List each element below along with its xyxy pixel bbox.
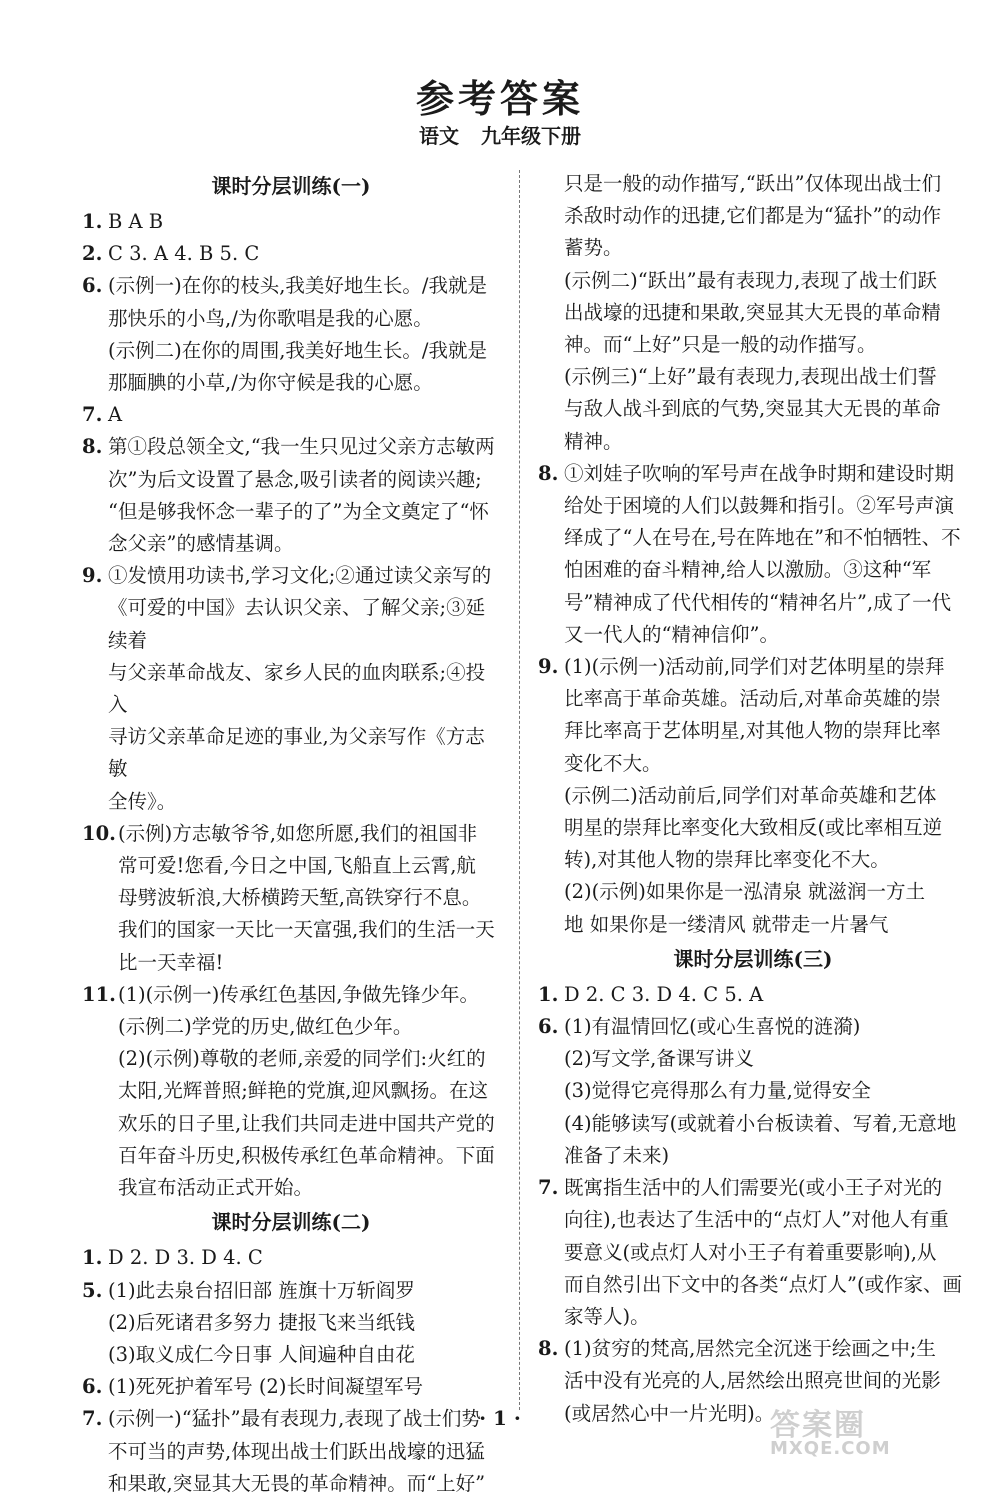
page-title: 参考答案 bbox=[415, 76, 584, 121]
left-column bbox=[82, 168, 500, 1500]
answer-item: 11. (1)(示例一)传承红色基因,争做先锋少年。 (示例二)学党的历史,做红色少年。 (2)(示例)尊敬的老师,亲爱的同学们:火红的 太阳,光辉普照;鲜艳的党旗,迎风飘扬。在这 欢乐的日子里,让我们共同走进中国共产党的 百年奋斗历史,积极传承红色革命精神。下面 我宣布活动正式开始。 bbox=[82, 982, 495, 1200]
answer-item: 6. (1)有温情回忆(或心生喜悦的涟漪) (2)写文学,备课写讲义 (3)觉得它亮得那么有力量,觉得安全 (4)能够读写(或就着小台板读着、写着,无意地 准备了未来) bbox=[538, 1015, 957, 1167]
answer-item: 1. B A B bbox=[82, 210, 164, 233]
column-divider bbox=[519, 170, 520, 1410]
answer-item: 6. (示例一)在你的枝头,我美好地生长。/我就是 那快乐的小鸟,/为你歌唱是我的心愿。 (示例二)在你的周围,我美好地生长。/我就是 那腼腆的小草,/为你守候是我的心愿。 bbox=[82, 274, 487, 395]
answer-item: 1. D 2. C 3. D 4. C 5. A bbox=[538, 982, 764, 1006]
answer-item: 10. (示例)方志敏爷爷,如您所愿,我们的祖国非 常可爱!您看,今日之中国,飞船直上云霄,航 母劈波斩浪,大桥横跨天堑,高铁穿行不息。 我们的国家一天比一天富强,我们的生活一天 比一天幸福! bbox=[82, 821, 495, 974]
answer-item: 7. (示例一)“猛扑”最有表现力,表现了战士们势 不可当的声势,体现出战士们跃出战壕的迅猛 和果敢,突显其大无畏的革命精神。而“上好” bbox=[82, 1407, 486, 1495]
answer-item: 2. C 3. A 4. B 5. C bbox=[82, 242, 260, 266]
answer-item: 9. (1)(示例一)活动前,同学们对艺体明星的崇拜 比率高于革命英雄。活动后,对革命英雄的崇 拜比率高于艺体明星,对其他人物的崇拜比率 变化不大。 (示例二)活动前后,同学们对革命英雄和艺体 明星的崇拜比率变化大致相反(或比率相互逆 转),对其他人物的崇拜比率变化不大。 (2)(示例)如果你是一泓清泉 就滋润一方土 地 如果你是一缕清风 就带走一片暑气 bbox=[538, 655, 945, 936]
grade-label: 九年级下册 bbox=[481, 124, 581, 148]
answer-item: 8. 第①段总领全文,“我一生只见过父亲方志敏两 次”为后文设置了悬念,吸引读者的阅读兴趣; “但是够我怀念一辈子的了”为全文奠定了“怀 念父亲”的感情基调。 bbox=[82, 435, 495, 556]
subject-label: 语文 bbox=[419, 124, 459, 148]
answer-item: 7. 既寓指生活中的人们需要光(或小王子对光的 向往),也表达了生活中的“点灯人”对他人有重 要意义(或点灯人对小王子有着重要影响),从 而自然引出下文中的各类“点灯人”(或作家、画 家等人)。 bbox=[538, 1176, 963, 1328]
page-subtitle bbox=[0, 120, 1000, 149]
watermark-logo: 答案圈 MXQE.COM bbox=[770, 1408, 891, 1459]
page-number: · 1 · bbox=[479, 1406, 521, 1430]
answer-item: 9. ①发愤用功读书,学习文化;②通过读父亲写的 《可爱的中国》去认识父亲、了解父亲;③延续着 与父亲革命战友、家乡人民的血肉联系;④投入 寻访父亲革命足迹的事业,为父亲写作《方志敏 全传》。 bbox=[82, 564, 492, 813]
answer-item: 1. D 2. D 3. D 4. C bbox=[82, 1246, 263, 1270]
answer-item: 6. (1)死死护着军号 (2)长时间凝望军号 bbox=[82, 1375, 423, 1399]
answer-item: 5. (1)此去泉台招旧部 旌旗十万斩阎罗 (2)后死诸君多努力 捷报飞来当纸钱 (3)取义成仁今日事 人间遍种自由花 bbox=[82, 1278, 415, 1366]
section-heading-1: 课时分层训练(一) bbox=[211, 174, 371, 198]
section-heading-3: 课时分层训练(三) bbox=[673, 946, 833, 971]
answer-item: 8. ①刘娃子吹响的军号声在战争时期和建设时期 给处于困境的人们以鼓舞和指引。②军号声演 绎成了“人在号在,号在阵地在”和不怕牺牲、不 怕困难的奋斗精神,给人以激励。③这种“军 号”精神成了代代相传的“精神名片”,成了一代 又一代人的“精神信仰”。 bbox=[538, 461, 961, 646]
answer-item: 只是一般的动作描写,“跃出”仅体现出战士们 杀敌时动作的迅捷,它们都是为“猛扑”的动作 蓄势。 (示例二)“跃出”最有表现力,表现了战士们跃 出战壕的迅捷和果敢,突显其大无畏的革命精 神。而“上好”只是一般的动作描写。 (示例三)“上好”最有表现力,表现出战士们誓 与敌人战斗到底的气势,突显其大无畏的革命 精神。 bbox=[564, 172, 942, 453]
answer-item: 7. A bbox=[82, 403, 123, 427]
answer-item: 8. (1)贫穷的梵高,居然完全沉迷于绘画之中;生 活中没有光亮的人,居然绘出照亮世间的光影 (或居然心中一片光明)。 bbox=[538, 1337, 941, 1425]
section-heading-2: 课时分层训练(二) bbox=[211, 1210, 371, 1235]
right-column bbox=[538, 168, 968, 1430]
